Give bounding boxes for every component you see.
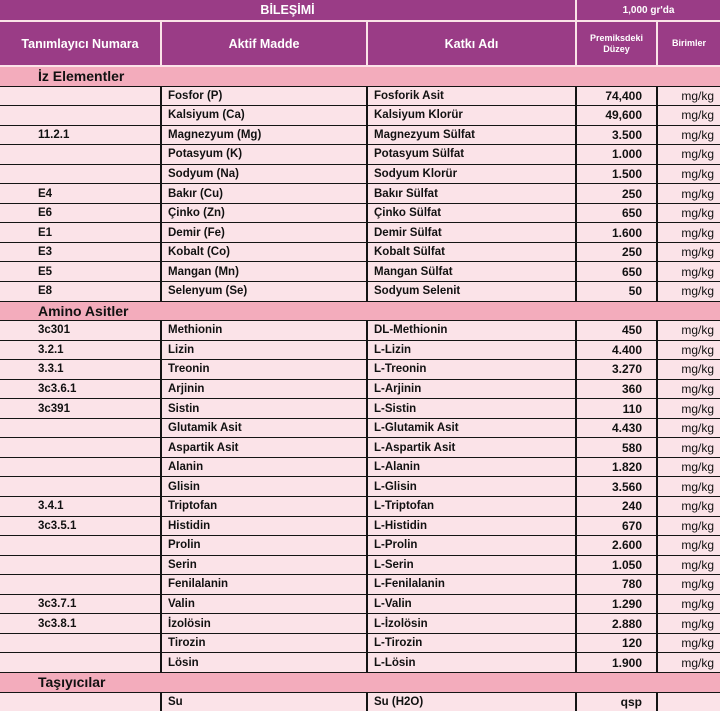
cell-id — [0, 165, 162, 185]
cell-id: 3.2.1 — [0, 341, 162, 361]
cell-unit: mg/kg — [658, 380, 720, 400]
cell-id — [0, 106, 162, 126]
table-row — [0, 438, 720, 458]
cell-active-substance: Kobalt (Co) — [162, 243, 368, 263]
cell-additive-name: Bakır Sülfat — [368, 184, 577, 204]
cell-unit: mg/kg — [658, 204, 720, 224]
cell-unit: mg/kg — [658, 282, 720, 302]
table-row — [0, 614, 720, 634]
cell-active-substance: Arjinin — [162, 380, 368, 400]
table-row — [0, 165, 720, 185]
section-title: İz Elementler — [0, 67, 720, 87]
table-row — [0, 536, 720, 556]
table-row — [0, 575, 720, 595]
cell-active-substance: İzolösin — [162, 614, 368, 634]
cell-unit: mg/kg — [658, 145, 720, 165]
cell-unit: mg/kg — [658, 243, 720, 263]
cell-active-substance: Mangan (Mn) — [162, 262, 368, 282]
cell-unit: mg/kg — [658, 165, 720, 185]
cell-active-substance: Glisin — [162, 477, 368, 497]
cell-additive-name: L-Valin — [368, 595, 577, 615]
table-row — [0, 87, 720, 107]
cell-active-substance: Çinko (Zn) — [162, 204, 368, 224]
cell-premix-level: 49,600 — [577, 106, 658, 126]
cell-additive-name: Çinko Sülfat — [368, 204, 577, 224]
cell-premix-level: 1.900 — [577, 653, 658, 673]
cell-active-substance: Sodyum (Na) — [162, 165, 368, 185]
cell-additive-name: L-Aspartik Asit — [368, 438, 577, 458]
cell-additive-name: Magnezyum Sülfat — [368, 126, 577, 146]
table-row — [0, 634, 720, 654]
cell-id: 3c301 — [0, 321, 162, 341]
cell-active-substance: Bakır (Cu) — [162, 184, 368, 204]
cell-unit: mg/kg — [658, 126, 720, 146]
cell-additive-name: L-Prolin — [368, 536, 577, 556]
cell-premix-level: 1.500 — [577, 165, 658, 185]
cell-unit: mg/kg — [658, 595, 720, 615]
column-header-active: Aktif Madde — [162, 22, 368, 67]
table-row — [0, 126, 720, 146]
cell-premix-level: 1.600 — [577, 223, 658, 243]
cell-id: E1 — [0, 223, 162, 243]
table-row — [0, 693, 720, 711]
cell-active-substance: Alanin — [162, 458, 368, 478]
cell-premix-level: 250 — [577, 184, 658, 204]
cell-unit — [658, 693, 720, 711]
cell-additive-name: Demir Sülfat — [368, 223, 577, 243]
table-row — [0, 262, 720, 282]
table-row — [0, 477, 720, 497]
cell-premix-level: 780 — [577, 575, 658, 595]
table-row — [0, 106, 720, 126]
cell-unit: mg/kg — [658, 321, 720, 341]
cell-active-substance: Glutamik Asit — [162, 419, 368, 439]
cell-id: E6 — [0, 204, 162, 224]
cell-active-substance: Kalsiyum (Ca) — [162, 106, 368, 126]
cell-active-substance: Selenyum (Se) — [162, 282, 368, 302]
table-row — [0, 223, 720, 243]
table-row — [0, 399, 720, 419]
cell-additive-name: L-Lösin — [368, 653, 577, 673]
cell-id: 3c3.8.1 — [0, 614, 162, 634]
cell-additive-name: L-Serin — [368, 556, 577, 576]
cell-unit: mg/kg — [658, 536, 720, 556]
cell-additive-name: L-Tirozin — [368, 634, 577, 654]
column-header-level: Premiksdeki Düzey — [577, 22, 658, 67]
cell-premix-level: 3.270 — [577, 360, 658, 380]
column-header-unit: Birimler — [658, 22, 720, 67]
cell-id — [0, 653, 162, 673]
cell-active-substance: Magnezyum (Mg) — [162, 126, 368, 146]
cell-id — [0, 477, 162, 497]
table-row — [0, 517, 720, 537]
cell-premix-level: 2.600 — [577, 536, 658, 556]
cell-id — [0, 556, 162, 576]
cell-additive-name: Potasyum Sülfat — [368, 145, 577, 165]
cell-premix-level: 1.820 — [577, 458, 658, 478]
cell-id: 3c3.5.1 — [0, 517, 162, 537]
cell-active-substance: Valin — [162, 595, 368, 615]
cell-additive-name: L-Histidin — [368, 517, 577, 537]
cell-premix-level: 4.400 — [577, 341, 658, 361]
cell-id: 3c3.7.1 — [0, 595, 162, 615]
table-row — [0, 184, 720, 204]
cell-id: 3.3.1 — [0, 360, 162, 380]
cell-additive-name: DL-Methionin — [368, 321, 577, 341]
cell-premix-level: qsp — [577, 693, 658, 711]
cell-unit: mg/kg — [658, 556, 720, 576]
cell-premix-level: 120 — [577, 634, 658, 654]
cell-id — [0, 145, 162, 165]
section-row — [0, 673, 720, 693]
cell-premix-level: 3.560 — [577, 477, 658, 497]
cell-additive-name: Sodyum Klorür — [368, 165, 577, 185]
cell-active-substance: Lizin — [162, 341, 368, 361]
table-row — [0, 458, 720, 478]
cell-active-substance: Treonin — [162, 360, 368, 380]
cell-active-substance: Serin — [162, 556, 368, 576]
cell-active-substance: Demir (Fe) — [162, 223, 368, 243]
cell-premix-level: 1.000 — [577, 145, 658, 165]
cell-unit: mg/kg — [658, 419, 720, 439]
cell-id: E4 — [0, 184, 162, 204]
cell-active-substance: Tirozin — [162, 634, 368, 654]
cell-active-substance: Fenilalanin — [162, 575, 368, 595]
cell-additive-name: Mangan Sülfat — [368, 262, 577, 282]
cell-premix-level: 1.290 — [577, 595, 658, 615]
cell-additive-name: L-Alanin — [368, 458, 577, 478]
section-title: Amino Asitler — [0, 302, 720, 322]
table-row — [0, 595, 720, 615]
table-row — [0, 204, 720, 224]
cell-additive-name: Sodyum Selenit — [368, 282, 577, 302]
table-row — [0, 341, 720, 361]
group-title: BİLEŞİMİ — [0, 0, 577, 22]
per-amount-label: 1,000 gr'da — [577, 0, 720, 22]
cell-id — [0, 87, 162, 107]
table-row — [0, 556, 720, 576]
cell-premix-level: 670 — [577, 517, 658, 537]
cell-additive-name: L-Arjinin — [368, 380, 577, 400]
cell-additive-name: Kalsiyum Klorür — [368, 106, 577, 126]
cell-active-substance: Fosfor (P) — [162, 87, 368, 107]
cell-additive-name: Fosforik Asit — [368, 87, 577, 107]
cell-premix-level: 2.880 — [577, 614, 658, 634]
table-row — [0, 282, 720, 302]
cell-additive-name: L-Fenilalanin — [368, 575, 577, 595]
table-row — [0, 380, 720, 400]
cell-unit: mg/kg — [658, 634, 720, 654]
cell-active-substance: Methionin — [162, 321, 368, 341]
section-title: Taşıyıcılar — [0, 673, 720, 693]
cell-premix-level: 3.500 — [577, 126, 658, 146]
cell-unit: mg/kg — [658, 184, 720, 204]
cell-additive-name: L-Treonin — [368, 360, 577, 380]
cell-premix-level: 50 — [577, 282, 658, 302]
cell-premix-level: 240 — [577, 497, 658, 517]
cell-unit: mg/kg — [658, 438, 720, 458]
cell-active-substance: Prolin — [162, 536, 368, 556]
section-row — [0, 302, 720, 322]
column-header-additive: Katkı Adı — [368, 22, 577, 67]
cell-id — [0, 575, 162, 595]
cell-unit: mg/kg — [658, 223, 720, 243]
cell-unit: mg/kg — [658, 575, 720, 595]
cell-additive-name: L-İzolösin — [368, 614, 577, 634]
table-row — [0, 497, 720, 517]
cell-additive-name: Kobalt Sülfat — [368, 243, 577, 263]
cell-id: 11.2.1 — [0, 126, 162, 146]
cell-premix-level: 650 — [577, 204, 658, 224]
cell-unit: mg/kg — [658, 360, 720, 380]
table-body — [0, 67, 720, 711]
cell-id: E3 — [0, 243, 162, 263]
cell-unit: mg/kg — [658, 517, 720, 537]
cell-premix-level: 250 — [577, 243, 658, 263]
cell-additive-name: L-Glisin — [368, 477, 577, 497]
cell-id: E5 — [0, 262, 162, 282]
cell-premix-level: 4.430 — [577, 419, 658, 439]
cell-additive-name: L-Sistin — [368, 399, 577, 419]
cell-active-substance: Aspartik Asit — [162, 438, 368, 458]
cell-premix-level: 74,400 — [577, 87, 658, 107]
cell-premix-level: 360 — [577, 380, 658, 400]
cell-id: 3.4.1 — [0, 497, 162, 517]
cell-id — [0, 634, 162, 654]
cell-active-substance: Sistin — [162, 399, 368, 419]
cell-active-substance: Triptofan — [162, 497, 368, 517]
cell-id: E8 — [0, 282, 162, 302]
cell-unit: mg/kg — [658, 458, 720, 478]
cell-active-substance: Potasyum (K) — [162, 145, 368, 165]
cell-premix-level: 580 — [577, 438, 658, 458]
cell-unit: mg/kg — [658, 87, 720, 107]
cell-unit: mg/kg — [658, 106, 720, 126]
cell-id — [0, 536, 162, 556]
cell-unit: mg/kg — [658, 477, 720, 497]
cell-unit: mg/kg — [658, 399, 720, 419]
cell-unit: mg/kg — [658, 653, 720, 673]
column-header-id: Tanımlayıcı Numara — [0, 22, 162, 67]
cell-unit: mg/kg — [658, 497, 720, 517]
cell-unit: mg/kg — [658, 614, 720, 634]
cell-additive-name: Su (H2O) — [368, 693, 577, 711]
cell-active-substance: Histidin — [162, 517, 368, 537]
cell-premix-level: 650 — [577, 262, 658, 282]
cell-additive-name: L-Lizin — [368, 341, 577, 361]
cell-premix-level: 450 — [577, 321, 658, 341]
cell-id — [0, 458, 162, 478]
cell-active-substance: Lösin — [162, 653, 368, 673]
cell-active-substance: Su — [162, 693, 368, 711]
cell-premix-level: 1.050 — [577, 556, 658, 576]
section-row — [0, 67, 720, 87]
cell-unit: mg/kg — [658, 262, 720, 282]
table-row — [0, 419, 720, 439]
table-row — [0, 360, 720, 380]
cell-id: 3c391 — [0, 399, 162, 419]
cell-additive-name: L-Triptofan — [368, 497, 577, 517]
cell-id — [0, 419, 162, 439]
cell-id — [0, 693, 162, 711]
cell-unit: mg/kg — [658, 341, 720, 361]
table-row — [0, 321, 720, 341]
cell-id — [0, 438, 162, 458]
cell-id: 3c3.6.1 — [0, 380, 162, 400]
table-row — [0, 145, 720, 165]
cell-additive-name: L-Glutamik Asit — [368, 419, 577, 439]
cell-premix-level: 110 — [577, 399, 658, 419]
table-row — [0, 653, 720, 673]
table-header — [0, 0, 720, 67]
table-row — [0, 243, 720, 263]
